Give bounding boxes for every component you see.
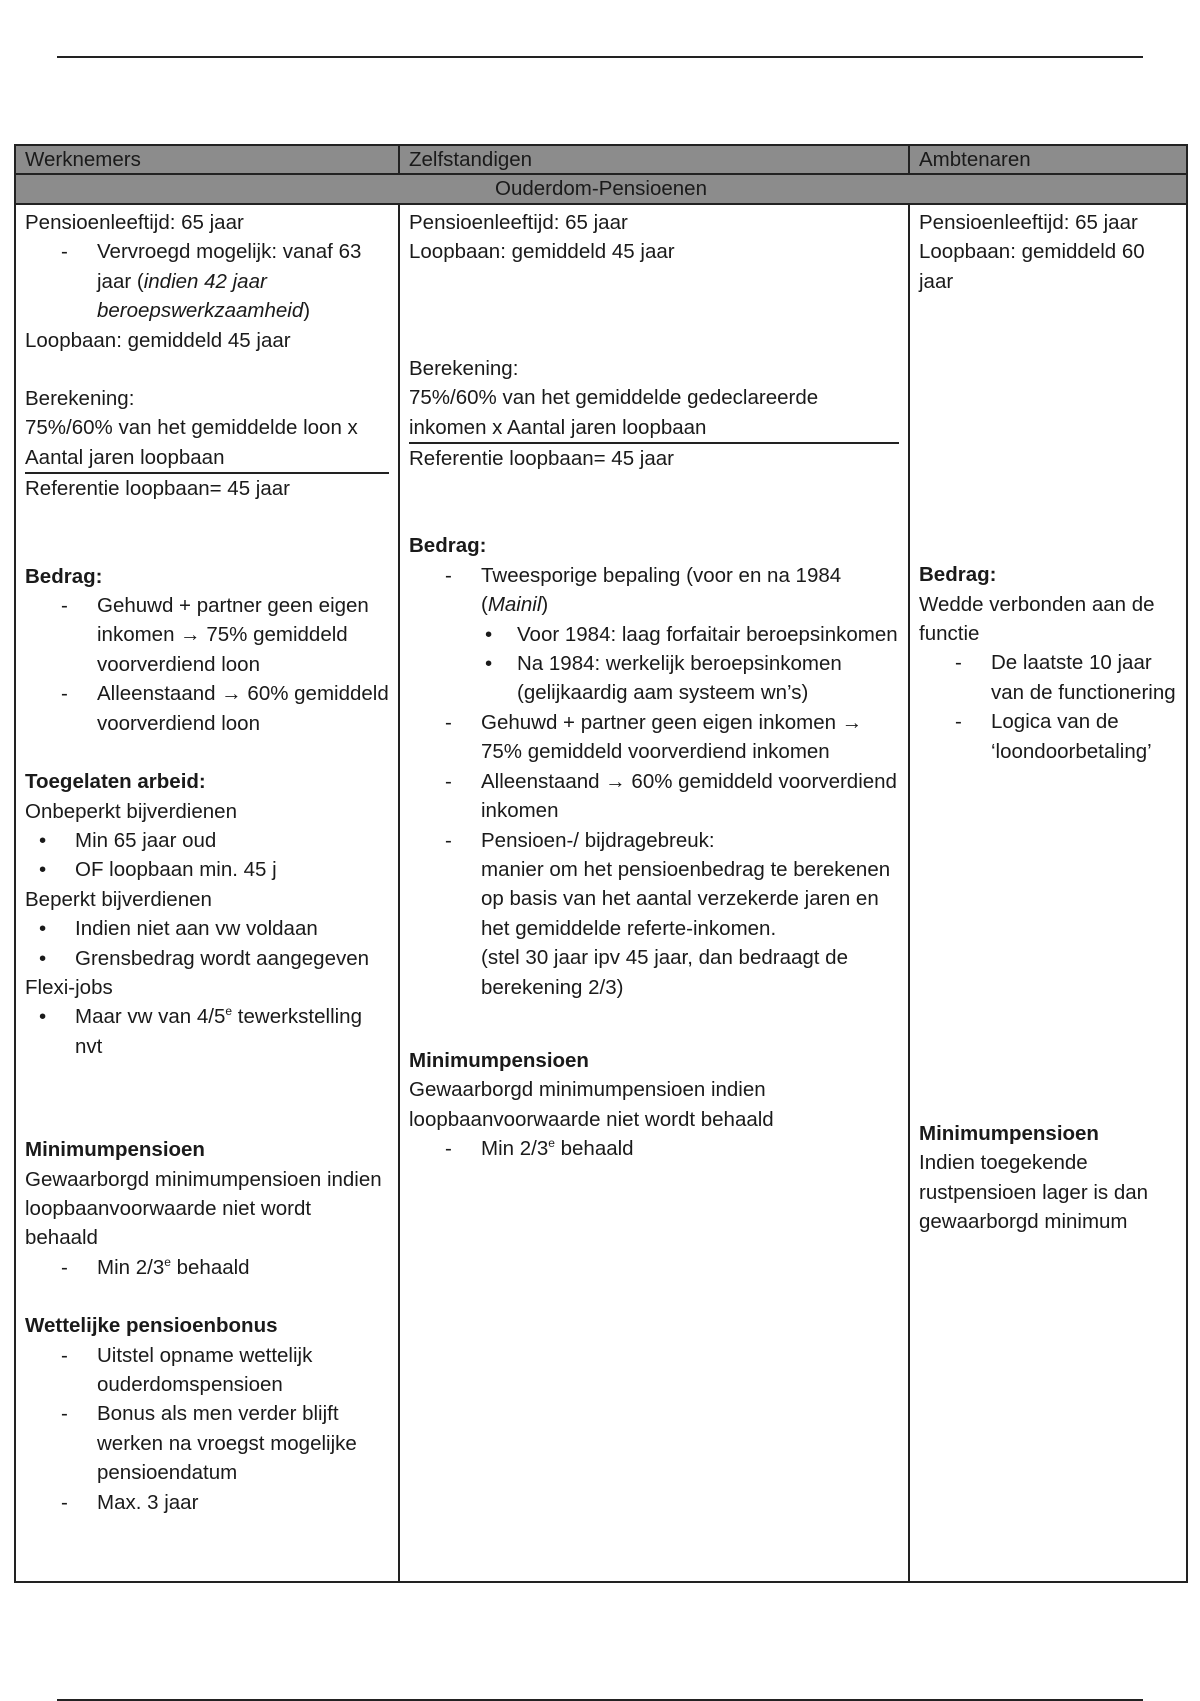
wn-minimum-list bbox=[25, 1253, 389, 1282]
header-row bbox=[15, 145, 1187, 174]
wn-leeftijd: Pensioenleeftijd: 65 jaar bbox=[25, 211, 244, 234]
wn-onbeperkt-list bbox=[25, 826, 389, 885]
wn-berekening-title: Berekening: bbox=[25, 387, 135, 411]
wn-minimum-item2: behaald bbox=[170, 1255, 250, 1279]
section-title: Ouderdom-Pensioenen bbox=[15, 174, 1187, 204]
content-row bbox=[15, 204, 1187, 1582]
cell-ambtenaren bbox=[909, 204, 1187, 1582]
wn-berekening-num: 75%/60% van het gemiddelde loon x Aantal jaren loopbaan bbox=[25, 413, 389, 474]
list-item: - Gehuwd + partner geen eigen inkomen → 75% gemiddeld voorverdiend loon bbox=[25, 591, 389, 679]
zs-minimum-text: Gewaarborgd minimumpensioen indien loopbaanvoorwaarde niet wordt behaald bbox=[409, 1078, 774, 1131]
list-item: • Grensbedrag wordt aangegeven bbox=[25, 944, 389, 973]
zs-tweesporig: Tweesporige bepaling (voor en na 1984 ( bbox=[481, 563, 842, 617]
list-item bbox=[25, 1253, 389, 1282]
zs-bedrag-list bbox=[409, 561, 899, 1002]
wn-vervroegd-list bbox=[25, 237, 389, 325]
list-item: • Indien niet aan vw voldaan bbox=[25, 914, 389, 943]
list-item: • Min 65 jaar oud bbox=[25, 826, 389, 855]
zs-minimum-sup: e bbox=[548, 1136, 555, 1151]
zs-berekening-num: 75%/60% van het gemiddelde gedeclareerde inkomen x Aantal jaren loopbaan bbox=[409, 383, 899, 444]
section-row bbox=[15, 174, 1187, 204]
list-item: - De laatste 10 jaar van de functionering bbox=[919, 648, 1177, 707]
am-minimum-text: Indien toegekende rustpensioen lager is dan gewaarborgd minimum bbox=[919, 1151, 1149, 1234]
wn-flexi-list bbox=[25, 1002, 389, 1061]
wn-berekening-fraction bbox=[25, 413, 389, 503]
wn-vervroegd-italic: indien 42 jaar beroepswerkzaamheid bbox=[97, 269, 304, 323]
header-rule bbox=[57, 56, 1143, 58]
zs-minimum-list bbox=[409, 1134, 899, 1163]
zs-tweesporig-list bbox=[481, 620, 899, 708]
wn-onbeperkt: Onbeperkt bijverdienen bbox=[25, 799, 237, 823]
list-item: - Uitstel opname wettelijk ouderdomspensioen bbox=[25, 1341, 389, 1400]
wn-minimum-title: Minimumpensioen bbox=[25, 1138, 205, 1162]
zs-bedrag-title: Bedrag: bbox=[409, 534, 487, 558]
list-item bbox=[409, 826, 899, 1002]
wn-minimum-text: Gewaarborgd minimumpensioen indien loopbaanvoorwaarde niet wordt behaald bbox=[25, 1167, 382, 1250]
zs-breuk-title: - Pensioen-/ bijdragebreuk: bbox=[481, 828, 715, 852]
wn-vervroegd-close: ) bbox=[303, 299, 311, 323]
list-item bbox=[25, 1002, 389, 1061]
zs-berekening-den: Referentie loopbaan= 45 jaar bbox=[409, 447, 674, 471]
zs-breuk-text: manier om het pensioenbedrag te berekenen op basis van het aantal verzekerde jaren en het gemiddelde referte-inkomen. bbox=[481, 857, 891, 940]
list-item: - Gehuwd + partner geen eigen inkomen → 75% gemiddeld voorverdiend inkomen bbox=[409, 708, 899, 767]
wn-minimum-item: Min 2/3 bbox=[97, 1255, 165, 1279]
list-item: - Logica van de ‘loondoorbetaling’ bbox=[919, 707, 1177, 766]
list-item: - Alleenstaand → 60% gemiddeld voorverdiend inkomen bbox=[409, 767, 899, 826]
header-ambtenaren: Ambtenaren bbox=[909, 145, 1187, 174]
list-item: • OF loopbaan min. 45 j bbox=[25, 855, 389, 884]
wn-beperkt: Beperkt bijverdienen bbox=[25, 887, 212, 911]
wn-loopbaan: Loopbaan: gemiddeld 45 jaar bbox=[25, 328, 291, 352]
wn-flexi: Flexi-jobs bbox=[25, 975, 113, 999]
header-werknemers: Werknemers bbox=[15, 145, 399, 174]
zs-loopbaan: Loopbaan: gemiddeld 45 jaar bbox=[409, 240, 675, 264]
zs-minimum-item2: behaald bbox=[554, 1137, 634, 1161]
list-item: - Max. 3 jaar bbox=[25, 1488, 389, 1517]
am-bedrag-title: Bedrag: bbox=[919, 563, 997, 587]
cell-zelfstandigen bbox=[399, 204, 909, 1582]
list-item bbox=[409, 561, 899, 708]
wn-beperkt-list bbox=[25, 914, 389, 973]
list-item bbox=[409, 1134, 899, 1163]
am-leeftijd: Pensioenleeftijd: 65 jaar bbox=[919, 211, 1138, 234]
list-item: • Voor 1984: laag forfaitair beroepsinkomen bbox=[481, 620, 899, 649]
zs-leeftijd: Pensioenleeftijd: 65 jaar bbox=[409, 211, 628, 234]
am-bedrag-text: Wedde verbonden aan de functie bbox=[919, 592, 1155, 646]
zs-tweesporig-close: ) bbox=[541, 593, 549, 617]
wn-vervroegd-text: Vervroegd mogelijk: vanaf 63 jaar ( bbox=[97, 240, 362, 293]
wn-bedrag-title: Bedrag: bbox=[25, 564, 103, 588]
header-zelfstandigen: Zelfstandigen bbox=[399, 145, 909, 174]
list-item: • Na 1984: werkelijk beroepsinkomen (gelijkaardig aam systeem wn’s) bbox=[481, 649, 899, 708]
am-loopbaan: Loopbaan: gemiddeld 60 jaar bbox=[919, 240, 1145, 293]
wn-bonus-title: Wettelijke pensioenbonus bbox=[25, 1314, 278, 1338]
wn-berekening-den: Referentie loopbaan= 45 jaar bbox=[25, 477, 290, 501]
wn-arbeid-title: Toegelaten arbeid: bbox=[25, 770, 206, 794]
zs-minimum-item: Min 2/3 bbox=[481, 1137, 549, 1161]
wn-flexi-sup: e bbox=[225, 1004, 233, 1019]
wn-flexi-text2: tewerkstelling nvt bbox=[75, 1005, 362, 1058]
zs-berekening-fraction bbox=[409, 383, 899, 473]
wn-flexi-text: Maar vw van 4/5 bbox=[75, 1005, 226, 1029]
list-item: - Bonus als men verder blijft werken na vroegst mogelijke pensioendatum bbox=[25, 1399, 389, 1487]
wn-vervroegd bbox=[25, 237, 389, 325]
wn-minimum-sup: e bbox=[164, 1254, 171, 1269]
wn-bedrag-list bbox=[25, 591, 389, 738]
zs-tweesporig-italic: Mainil bbox=[487, 593, 542, 617]
am-bedrag-list bbox=[919, 648, 1177, 766]
zs-berekening-title: Berekening: bbox=[409, 356, 519, 380]
zs-minimum-title: Minimumpensioen bbox=[409, 1048, 589, 1072]
am-minimum-title: Minimumpensioen bbox=[919, 1122, 1099, 1146]
zs-breuk-example: (stel 30 jaar ipv 45 jaar, dan bedraagt de berekening 2/3) bbox=[481, 946, 848, 999]
wn-bonus-list bbox=[25, 1341, 389, 1517]
pension-table bbox=[14, 144, 1188, 1583]
cell-werknemers bbox=[15, 204, 399, 1582]
list-item: - Alleenstaand → 60% gemiddeld voorverdiend loon bbox=[25, 679, 389, 738]
